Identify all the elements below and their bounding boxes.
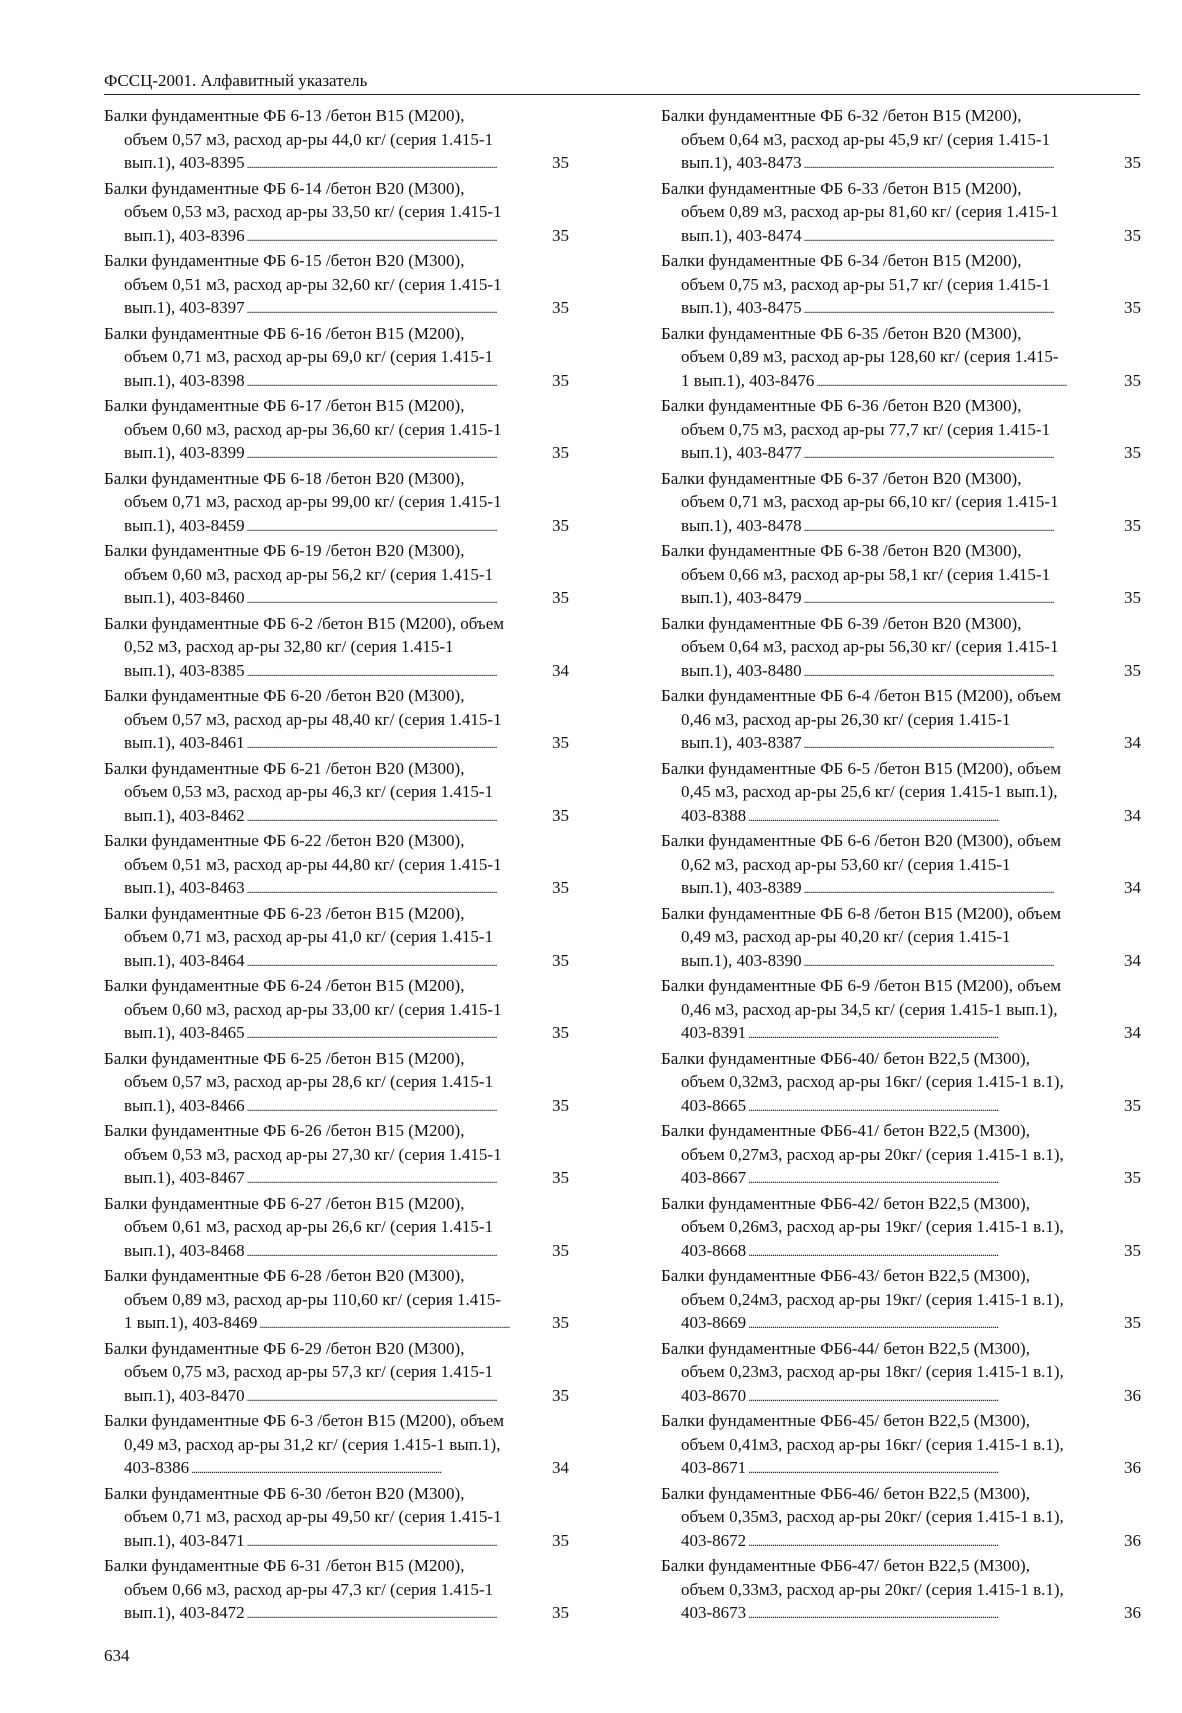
- entry-continuation-line: объем 0,66 м3, расход ар-ры 58,1 кг/ (серия 1.415-1: [681, 564, 1051, 584]
- dot-leader: [247, 876, 550, 902]
- entry-continuation-line: объем 0,33м3, расход ар-ры 20кг/ (серия 1.415-1 в.1),: [681, 1579, 1064, 1599]
- entry-code: 403-8667: [681, 1168, 747, 1187]
- entry-code: вып.1), 403-8480: [681, 660, 802, 680]
- entry-code-line: [661, 369, 1141, 395]
- entry-code: вып.1), 403-8396: [124, 225, 245, 245]
- entry-code: вып.1), 403-8398: [124, 370, 245, 390]
- dot-leader: [748, 1384, 1122, 1410]
- entry-continuation-line: объем 0,51 м3, расход ар-ры 32,60 кг/ (серия 1.415-1: [124, 274, 502, 294]
- entry-code: вып.1), 403-8477: [681, 443, 802, 462]
- dot-leader: [804, 659, 1122, 685]
- dot-leader: [247, 586, 550, 612]
- index-entry: [661, 177, 1141, 250]
- header-rule: [104, 94, 1140, 95]
- dot-leader: [748, 1311, 1122, 1337]
- entry-title-line: Балки фундаментные ФБ6-45/ бетон B22,5 (M300),: [661, 1411, 1030, 1430]
- entry-code-line: [661, 1384, 1141, 1410]
- entry-page-number: 35: [1124, 660, 1141, 680]
- entry-code-line: [104, 296, 569, 322]
- entry-continuation-line: объем 0,24м3, расход ар-ры 19кг/ (серия 1.415-1 в.1),: [681, 1289, 1064, 1309]
- dot-leader: [748, 1166, 1122, 1192]
- entry-page-number: 35: [552, 1385, 569, 1405]
- entry-page-number: 35: [1124, 1313, 1141, 1332]
- entry-page-number: 35: [552, 950, 569, 970]
- entry-code-line: [104, 1239, 569, 1265]
- entry-code-line: [104, 876, 569, 902]
- dot-leader: [748, 1239, 1122, 1265]
- index-entry: [104, 394, 569, 467]
- dot-leader: [247, 1384, 550, 1410]
- entry-code-line: [104, 1311, 569, 1337]
- entry-page-number: 35: [552, 225, 569, 245]
- entry-continuation-line: объем 0,60 м3, расход ар-ры 33,00 кг/ (серия 1.415-1: [124, 999, 502, 1019]
- entry-code: 403-8668: [681, 1240, 747, 1260]
- entry-code-line: [104, 1094, 569, 1120]
- index-entry: [661, 757, 1141, 830]
- entry-page-number: 36: [1124, 1603, 1141, 1622]
- dot-leader: [804, 296, 1122, 322]
- entry-continuation-line: объем 0,64 м3, расход ар-ры 56,30 кг/ (серия 1.415-1: [681, 637, 1059, 656]
- entry-code-line: [104, 659, 569, 685]
- entry-continuation-line: объем 0,71 м3, расход ар-ры 69,0 кг/ (серия 1.415-1: [124, 347, 494, 366]
- entry-continuation-line: 0,49 м3, расход ар-ры 40,20 кг/ (серия 1.415-1: [681, 927, 1011, 946]
- entry-title-line: Балки фундаментные ФБ 6-35 /бетон B20 (M300),: [661, 323, 1022, 343]
- index-entry: [104, 1264, 569, 1337]
- entry-continuation-line: объем 0,60 м3, расход ар-ры 36,60 кг/ (серия 1.415-1: [124, 419, 502, 439]
- entry-continuation-line: 0,45 м3, расход ар-ры 25,6 кг/ (серия 1.415-1 вып.1),: [681, 782, 1058, 801]
- entry-title-line: Балки фундаментные ФБ 6-29 /бетон B20 (M300),: [104, 1338, 465, 1358]
- dot-leader: [247, 1529, 550, 1555]
- dot-leader: [247, 1021, 550, 1047]
- entry-page-number: 34: [552, 1458, 569, 1477]
- index-entry: [661, 539, 1141, 612]
- index-entry: [661, 394, 1141, 467]
- entry-code: вып.1), 403-8472: [124, 1603, 245, 1622]
- index-entry: [661, 1192, 1141, 1265]
- entry-title-line: Балки фундаментные ФБ 6-3 /бетон B15 (M200), объем: [104, 1411, 505, 1430]
- entry-continuation-line: объем 0,27м3, расход ар-ры 20кг/ (серия 1.415-1 в.1),: [681, 1144, 1064, 1164]
- dot-leader: [247, 1166, 550, 1192]
- left-column: [104, 104, 569, 1627]
- entry-code-line: [104, 1166, 569, 1192]
- entry-title-line: Балки фундаментные ФБ 6-38 /бетон B20 (M300),: [661, 541, 1022, 560]
- dot-leader: [804, 514, 1122, 540]
- entry-title-line: Балки фундаментные ФБ 6-37 /бетон B20 (M300),: [661, 468, 1022, 488]
- dot-leader: [804, 586, 1122, 612]
- entry-continuation-line: объем 0,64 м3, расход ар-ры 45,9 кг/ (серия 1.415-1: [681, 129, 1051, 149]
- entry-code-line: [661, 224, 1141, 250]
- entry-page-number: 36: [1124, 1385, 1141, 1405]
- index-entry: [661, 1482, 1141, 1555]
- entry-code-line: [661, 1166, 1141, 1192]
- entry-continuation-line: 0,49 м3, расход ар-ры 31,2 кг/ (серия 1.415-1 вып.1),: [124, 1434, 501, 1454]
- entry-page-number: 35: [552, 878, 569, 897]
- dot-leader: [247, 514, 550, 540]
- index-entry: [661, 1337, 1141, 1410]
- entry-code: вып.1), 403-8471: [124, 1530, 245, 1550]
- entry-code-line: [661, 659, 1141, 685]
- entry-page-number: 34: [1124, 805, 1141, 825]
- entry-page-number: 34: [1124, 1023, 1141, 1042]
- entry-title-line: Балки фундаментные ФБ 6-8 /бетон B15 (M200), объем: [661, 903, 1062, 923]
- entry-code: 403-8386: [124, 1458, 190, 1477]
- index-entry: [661, 322, 1141, 395]
- dot-leader: [748, 804, 1122, 830]
- entry-page-number: 35: [552, 370, 569, 390]
- entry-code: вып.1), 403-8465: [124, 1023, 245, 1042]
- index-entry: [661, 974, 1141, 1047]
- index-entry: [661, 104, 1141, 177]
- index-entry: [661, 1409, 1141, 1482]
- entry-code-line: [661, 296, 1141, 322]
- entry-code: вып.1), 403-8399: [124, 443, 245, 462]
- entry-page-number: 35: [1124, 588, 1141, 607]
- entry-title-line: Балки фундаментные ФБ 6-24 /бетон B15 (M200),: [104, 976, 465, 995]
- entry-page-number: 35: [552, 1168, 569, 1187]
- dot-leader: [804, 224, 1122, 250]
- entry-code: 403-8391: [681, 1023, 747, 1042]
- entry-continuation-line: объем 0,89 м3, расход ар-ры 81,60 кг/ (серия 1.415-1: [681, 202, 1059, 221]
- entry-code-line: [661, 1021, 1141, 1047]
- index-entry: [104, 322, 569, 395]
- entry-title-line: Балки фундаментные ФБ6-43/ бетон B22,5 (M300),: [661, 1266, 1030, 1285]
- entry-title-line: Балки фундаментные ФБ 6-22 /бетон B20 (M300),: [104, 831, 465, 850]
- entry-page-number: 35: [552, 1240, 569, 1260]
- entry-code: вып.1), 403-8387: [681, 733, 802, 752]
- dot-leader: [247, 224, 550, 250]
- index-entry: [104, 467, 569, 540]
- entry-code-line: [661, 441, 1141, 467]
- entry-page-number: 35: [1124, 153, 1141, 172]
- entry-code: вып.1), 403-8390: [681, 950, 802, 970]
- entry-page-number: 35: [552, 1313, 569, 1332]
- entry-code: вып.1), 403-8462: [124, 805, 245, 825]
- entry-title-line: Балки фундаментные ФБ6-46/ бетон B22,5 (M300),: [661, 1483, 1030, 1503]
- dot-leader: [804, 151, 1122, 177]
- entry-code: 1 вып.1), 403-8469: [124, 1313, 258, 1332]
- entry-title-line: Балки фундаментные ФБ 6-34 /бетон B15 (M200),: [661, 251, 1022, 270]
- entry-code-line: [661, 1601, 1141, 1627]
- page-number: 634: [104, 1646, 130, 1665]
- entry-page-number: 34: [552, 660, 569, 680]
- entry-code: вып.1), 403-8474: [681, 225, 802, 245]
- entry-title-line: Балки фундаментные ФБ 6-23 /бетон B15 (M200),: [104, 903, 465, 923]
- entry-code: 403-8670: [681, 1385, 747, 1405]
- entry-continuation-line: объем 0,51 м3, расход ар-ры 44,80 кг/ (серия 1.415-1: [124, 854, 502, 874]
- entry-code-line: [661, 586, 1141, 612]
- entry-code-line: [661, 514, 1141, 540]
- entry-code: 1 вып.1), 403-8476: [681, 370, 815, 390]
- dot-leader: [247, 296, 550, 322]
- entry-code-line: [661, 876, 1141, 902]
- entry-code-line: [104, 441, 569, 467]
- entry-continuation-line: 0,52 м3, расход ар-ры 32,80 кг/ (серия 1.415-1: [124, 637, 454, 656]
- entry-title-line: Балки фундаментные ФБ 6-6 /бетон B20 (M300), объем: [661, 831, 1062, 850]
- dot-leader: [247, 1601, 550, 1627]
- entry-title-line: Балки фундаментные ФБ6-42/ бетон B22,5 (M300),: [661, 1193, 1030, 1213]
- entry-code-line: [661, 1239, 1141, 1265]
- entry-page-number: 36: [1124, 1530, 1141, 1550]
- entry-continuation-line: объем 0,66 м3, расход ар-ры 47,3 кг/ (серия 1.415-1: [124, 1579, 494, 1599]
- entry-title-line: Балки фундаментные ФБ 6-19 /бетон B20 (M300),: [104, 541, 465, 560]
- entry-page-number: 34: [1124, 950, 1141, 970]
- entry-code-line: [104, 151, 569, 177]
- dot-leader: [247, 1094, 550, 1120]
- entry-continuation-line: объем 0,89 м3, расход ар-ры 110,60 кг/ (серия 1.415-: [124, 1289, 501, 1309]
- dot-leader: [748, 1601, 1122, 1627]
- entry-title-line: Балки фундаментные ФБ6-41/ бетон B22,5 (M300),: [661, 1121, 1030, 1140]
- entry-title-line: Балки фундаментные ФБ 6-16 /бетон B15 (M200),: [104, 323, 465, 343]
- entry-page-number: 35: [552, 733, 569, 752]
- dot-leader: [247, 731, 550, 757]
- entry-continuation-line: объем 0,71 м3, расход ар-ры 49,50 кг/ (серия 1.415-1: [124, 1507, 502, 1526]
- entry-continuation-line: объем 0,60 м3, расход ар-ры 56,2 кг/ (серия 1.415-1: [124, 564, 494, 584]
- entry-page-number: 34: [1124, 733, 1141, 752]
- dot-leader: [804, 876, 1122, 902]
- entry-continuation-line: объем 0,35м3, расход ар-ры 20кг/ (серия 1.415-1 в.1),: [681, 1507, 1064, 1526]
- entry-code-line: [661, 804, 1141, 830]
- entry-continuation-line: объем 0,61 м3, расход ар-ры 26,6 кг/ (серия 1.415-1: [124, 1217, 494, 1236]
- entry-title-line: Балки фундаментные ФБ 6-31 /бетон B15 (M200),: [104, 1556, 465, 1575]
- entry-code-line: [661, 731, 1141, 757]
- entry-code: вып.1), 403-8464: [124, 950, 245, 970]
- index-entry: [104, 1047, 569, 1120]
- entry-code: 403-8665: [681, 1095, 747, 1115]
- dot-leader: [247, 369, 550, 395]
- index-entry: [104, 684, 569, 757]
- index-entry: [661, 1264, 1141, 1337]
- entry-title-line: Балки фундаментные ФБ 6-32 /бетон B15 (M200),: [661, 106, 1022, 125]
- entry-page-number: 35: [552, 515, 569, 535]
- entry-page-number: 35: [1124, 298, 1141, 317]
- entry-title-line: Балки фундаментные ФБ6-44/ бетон B22,5 (M300),: [661, 1338, 1030, 1358]
- entry-title-line: Балки фундаментные ФБ 6-21 /бетон B20 (M300),: [104, 758, 465, 778]
- entry-page-number: 35: [552, 1530, 569, 1550]
- entry-title-line: Балки фундаментные ФБ 6-27 /бетон B15 (M200),: [104, 1193, 465, 1213]
- entry-code-line: [104, 1529, 569, 1555]
- entry-code: вып.1), 403-8475: [681, 298, 802, 317]
- dot-leader: [247, 151, 550, 177]
- entry-code-line: [104, 514, 569, 540]
- entry-title-line: Балки фундаментные ФБ 6-30 /бетон B20 (M300),: [104, 1483, 465, 1503]
- entry-continuation-line: объем 0,57 м3, расход ар-ры 48,40 кг/ (серия 1.415-1: [124, 709, 502, 729]
- entry-code-line: [104, 731, 569, 757]
- entry-continuation-line: объем 0,71 м3, расход ар-ры 41,0 кг/ (серия 1.415-1: [124, 927, 494, 946]
- entry-page-number: 35: [1124, 370, 1141, 390]
- entry-title-line: Балки фундаментные ФБ 6-20 /бетон B20 (M300),: [104, 686, 465, 705]
- entry-page-number: 35: [552, 1603, 569, 1622]
- entry-page-number: 35: [552, 443, 569, 462]
- entry-title-line: Балки фундаментные ФБ 6-33 /бетон B15 (M200),: [661, 178, 1022, 198]
- entry-page-number: 35: [552, 1095, 569, 1115]
- index-entry: [104, 757, 569, 830]
- entry-page-number: 35: [1124, 225, 1141, 245]
- entry-continuation-line: объем 0,41м3, расход ар-ры 16кг/ (серия 1.415-1 в.1),: [681, 1434, 1064, 1454]
- right-column: [661, 104, 1141, 1627]
- entry-code: 403-8671: [681, 1458, 747, 1477]
- entry-code-line: [104, 1021, 569, 1047]
- entry-title-line: Балки фундаментные ФБ 6-25 /бетон B15 (M200),: [104, 1048, 465, 1068]
- dot-leader: [247, 441, 550, 467]
- dot-leader: [247, 1239, 550, 1265]
- dot-leader: [247, 659, 550, 685]
- entry-code: 403-8673: [681, 1603, 747, 1622]
- entry-code-line: [661, 1456, 1141, 1482]
- index-entry: [661, 902, 1141, 975]
- entry-continuation-line: объем 0,53 м3, расход ар-ры 33,50 кг/ (серия 1.415-1: [124, 202, 502, 221]
- dot-leader: [748, 1094, 1122, 1120]
- entry-code: вып.1), 403-8459: [124, 515, 245, 535]
- entry-page-number: 35: [1124, 1240, 1141, 1260]
- entry-code: вып.1), 403-8467: [124, 1168, 245, 1187]
- dot-leader: [816, 369, 1122, 395]
- index-entry: [104, 1119, 569, 1192]
- entry-title-line: Балки фундаментные ФБ 6-28 /бетон B20 (M300),: [104, 1266, 465, 1285]
- entry-page-number: 35: [552, 153, 569, 172]
- entry-code: вып.1), 403-8468: [124, 1240, 245, 1260]
- entry-continuation-line: 0,46 м3, расход ар-ры 26,30 кг/ (серия 1.415-1: [681, 709, 1011, 729]
- dot-leader: [191, 1456, 550, 1482]
- entry-continuation-line: 0,46 м3, расход ар-ры 34,5 кг/ (серия 1.415-1 вып.1),: [681, 999, 1058, 1019]
- entry-code-line: [661, 949, 1141, 975]
- index-entry: [661, 684, 1141, 757]
- entry-code: вып.1), 403-8463: [124, 878, 245, 897]
- index-entry: [104, 612, 569, 685]
- dot-leader: [804, 441, 1122, 467]
- entry-code-line: [661, 1094, 1141, 1120]
- entry-title-line: Балки фундаментные ФБ6-40/ бетон B22,5 (M300),: [661, 1048, 1030, 1068]
- entry-title-line: Балки фундаментные ФБ 6-17 /бетон B15 (M200),: [104, 396, 465, 415]
- index-entry: [661, 612, 1141, 685]
- entry-code: вып.1), 403-8461: [124, 733, 245, 752]
- index-entry: [104, 177, 569, 250]
- dot-leader: [259, 1311, 550, 1337]
- entry-code-line: [104, 369, 569, 395]
- entry-title-line: Балки фундаментные ФБ 6-14 /бетон B20 (M300),: [104, 178, 465, 198]
- entry-code: 403-8669: [681, 1313, 747, 1332]
- entry-page-number: 35: [552, 588, 569, 607]
- entry-continuation-line: объем 0,57 м3, расход ар-ры 44,0 кг/ (серия 1.415-1: [124, 129, 494, 149]
- entry-title-line: Балки фундаментные ФБ 6-36 /бетон B20 (M300),: [661, 396, 1022, 415]
- entry-continuation-line: объем 0,75 м3, расход ар-ры 77,7 кг/ (серия 1.415-1: [681, 419, 1051, 439]
- entry-code-line: [104, 1384, 569, 1410]
- entry-code: вып.1), 403-8479: [681, 588, 802, 607]
- entry-title-line: Балки фундаментные ФБ 6-13 /бетон B15 (M200),: [104, 106, 465, 125]
- entry-title-line: Балки фундаментные ФБ 6-26 /бетон B15 (M200),: [104, 1121, 465, 1140]
- entry-code-line: [104, 586, 569, 612]
- entry-continuation-line: объем 0,23м3, расход ар-ры 18кг/ (серия 1.415-1 в.1),: [681, 1362, 1064, 1381]
- dot-leader: [804, 949, 1122, 975]
- entry-code: вып.1), 403-8395: [124, 153, 245, 172]
- entry-code: вып.1), 403-8397: [124, 298, 245, 317]
- entry-page-number: 36: [1124, 1458, 1141, 1477]
- index-entry: [104, 1337, 569, 1410]
- index-entry: [661, 1554, 1141, 1627]
- entry-code: вып.1), 403-8460: [124, 588, 245, 607]
- index-entry: [104, 1409, 569, 1482]
- entry-code: вып.1), 403-8478: [681, 515, 802, 535]
- entry-page-number: 35: [552, 805, 569, 825]
- entry-continuation-line: объем 0,75 м3, расход ар-ры 57,3 кг/ (серия 1.415-1: [124, 1362, 494, 1381]
- entry-code: вып.1), 403-8470: [124, 1385, 245, 1405]
- entry-continuation-line: объем 0,53 м3, расход ар-ры 46,3 кг/ (серия 1.415-1: [124, 782, 494, 801]
- entry-code-line: [661, 1529, 1141, 1555]
- entry-page-number: 34: [1124, 878, 1141, 897]
- entry-code-line: [104, 949, 569, 975]
- index-entry: [104, 902, 569, 975]
- entry-continuation-line: объем 0,71 м3, расход ар-ры 99,00 кг/ (серия 1.415-1: [124, 492, 502, 511]
- dot-leader: [804, 731, 1122, 757]
- entry-continuation-line: объем 0,32м3, расход ар-ры 16кг/ (серия 1.415-1 в.1),: [681, 1072, 1064, 1091]
- entry-code: 403-8388: [681, 805, 747, 825]
- entry-continuation-line: объем 0,71 м3, расход ар-ры 66,10 кг/ (серия 1.415-1: [681, 492, 1059, 511]
- dot-leader: [247, 949, 550, 975]
- entry-title-line: Балки фундаментные ФБ 6-9 /бетон B15 (M200), объем: [661, 976, 1062, 995]
- entry-title-line: Балки фундаментные ФБ 6-39 /бетон B20 (M300),: [661, 613, 1022, 633]
- running-header: ФССЦ-2001. Алфавитный указатель: [104, 71, 368, 90]
- index-entry: [104, 539, 569, 612]
- dot-leader: [247, 804, 550, 830]
- entry-code-line: [104, 1456, 569, 1482]
- dot-leader: [748, 1021, 1122, 1047]
- entry-continuation-line: объем 0,89 м3, расход ар-ры 128,60 кг/ (серия 1.415-: [681, 347, 1059, 366]
- entry-page-number: 35: [1124, 1095, 1141, 1115]
- entry-title-line: Балки фундаментные ФБ 6-5 /бетон B15 (M200), объем: [661, 758, 1062, 778]
- entry-continuation-line: объем 0,26м3, расход ар-ры 19кг/ (серия 1.415-1 в.1),: [681, 1217, 1064, 1236]
- index-entry: [104, 1482, 569, 1555]
- entry-title-line: Балки фундаментные ФБ 6-2 /бетон B15 (M200), объем: [104, 613, 505, 633]
- index-entry: [661, 249, 1141, 322]
- index-entry: [104, 104, 569, 177]
- index-entry: [661, 1047, 1141, 1120]
- entry-page-number: 35: [1124, 443, 1141, 462]
- entry-code: вып.1), 403-8385: [124, 660, 245, 680]
- entry-page-number: 35: [552, 298, 569, 317]
- index-entry: [104, 249, 569, 322]
- entry-code-line: [104, 224, 569, 250]
- entry-page-number: 35: [1124, 1168, 1141, 1187]
- entry-code: 403-8672: [681, 1530, 747, 1550]
- entry-page-number: 35: [552, 1023, 569, 1042]
- entry-continuation-line: объем 0,75 м3, расход ар-ры 51,7 кг/ (серия 1.415-1: [681, 274, 1051, 294]
- index-entry: [661, 829, 1141, 902]
- entry-code-line: [661, 1311, 1141, 1337]
- entry-code: вып.1), 403-8466: [124, 1095, 245, 1115]
- entry-code-line: [661, 151, 1141, 177]
- entry-code: вып.1), 403-8389: [681, 878, 802, 897]
- entry-title-line: Балки фундаментные ФБ 6-18 /бетон B20 (M300),: [104, 468, 465, 488]
- entry-page-number: 35: [1124, 515, 1141, 535]
- index-entry: [661, 467, 1141, 540]
- index-entry: [104, 1554, 569, 1627]
- entry-continuation-line: объем 0,53 м3, расход ар-ры 27,30 кг/ (серия 1.415-1: [124, 1144, 502, 1164]
- entry-continuation-line: объем 0,57 м3, расход ар-ры 28,6 кг/ (серия 1.415-1: [124, 1072, 494, 1091]
- entry-title-line: Балки фундаментные ФБ 6-4 /бетон B15 (M200), объем: [661, 686, 1062, 705]
- entry-title-line: Балки фундаментные ФБ 6-15 /бетон B20 (M300),: [104, 251, 465, 270]
- entry-code-line: [104, 1601, 569, 1627]
- index-entry: [104, 1192, 569, 1265]
- entry-title-line: Балки фундаментные ФБ6-47/ бетон B22,5 (M300),: [661, 1556, 1030, 1575]
- dot-leader: [748, 1456, 1122, 1482]
- entry-code-line: [104, 804, 569, 830]
- entry-code: вып.1), 403-8473: [681, 153, 802, 172]
- index-entry: [104, 829, 569, 902]
- index-entry: [104, 974, 569, 1047]
- entry-continuation-line: 0,62 м3, расход ар-ры 53,60 кг/ (серия 1.415-1: [681, 854, 1011, 874]
- index-entry: [661, 1119, 1141, 1192]
- dot-leader: [748, 1529, 1122, 1555]
